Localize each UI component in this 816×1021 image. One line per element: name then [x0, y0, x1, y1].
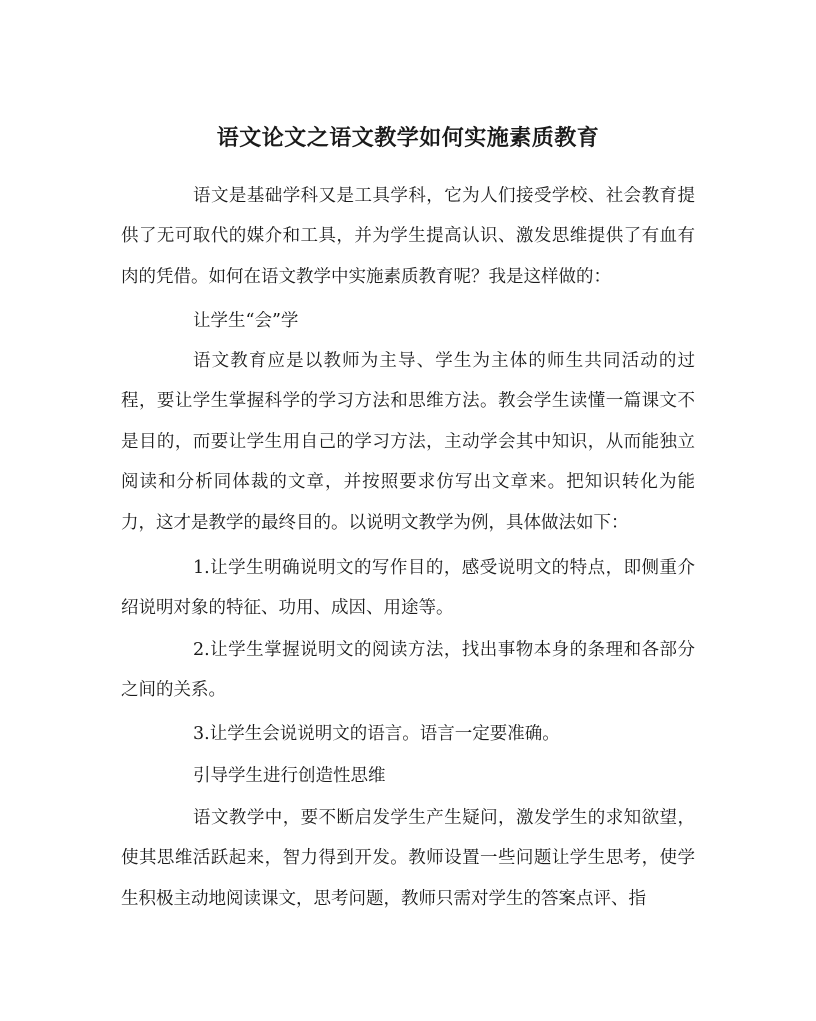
section-paragraph-creative: 语文教学中，要不断启发学生产生疑问，激发学生的求知欲望，使其思维活跃起来，智力得到开发。教师设置一些问题让学生思考，使学生积极主动地阅读课文，思考问题，教师只需对学生的答案点评、指: [121, 808, 695, 909]
intro-paragraph: 语文是基础学科又是工具学科，它为人们接受学校、社会教育提供了无可取代的媒介和工具，并为学生提高认识、激发思维提供了有血有肉的凭借。如何在语文教学中实施素质教育呢？我是这样做的：: [121, 186, 695, 287]
section-paragraph-learn: 语文教育应是以教师为主导、学生为主体的师生共同活动的过程，要让学生掌握科学的学习方法和思维方法。教会学生读懂一篇课文不是目的，而要让学生用自己的学习方法，主动学会其中知识，从而能独立阅读和分析同体裁的文章，并按照要求仿写出文章来。把知识转化为能力，这才是教学的最终目的。以说明文教学为例，具体做法如下：: [121, 351, 695, 533]
list-item-2: 2.让学生掌握说明文的阅读方法，找出事物本身的条理和各部分之间的关系。: [121, 640, 695, 701]
document-title: 语文论文之语文教学如何实施素质教育: [216, 124, 600, 151]
list-item-3: 3.让学生会说说明文的语言。语言一定要准确。: [193, 724, 560, 744]
section-heading-learn: 让学生“会”学: [193, 311, 299, 331]
list-item-1: 1.让学生明确说明文的写作目的，感受说明文的特点，即侧重介绍说明对象的特征、功用、成因、用途等。: [121, 558, 695, 619]
section-heading-creative: 引导学生进行创造性思维: [193, 766, 386, 786]
